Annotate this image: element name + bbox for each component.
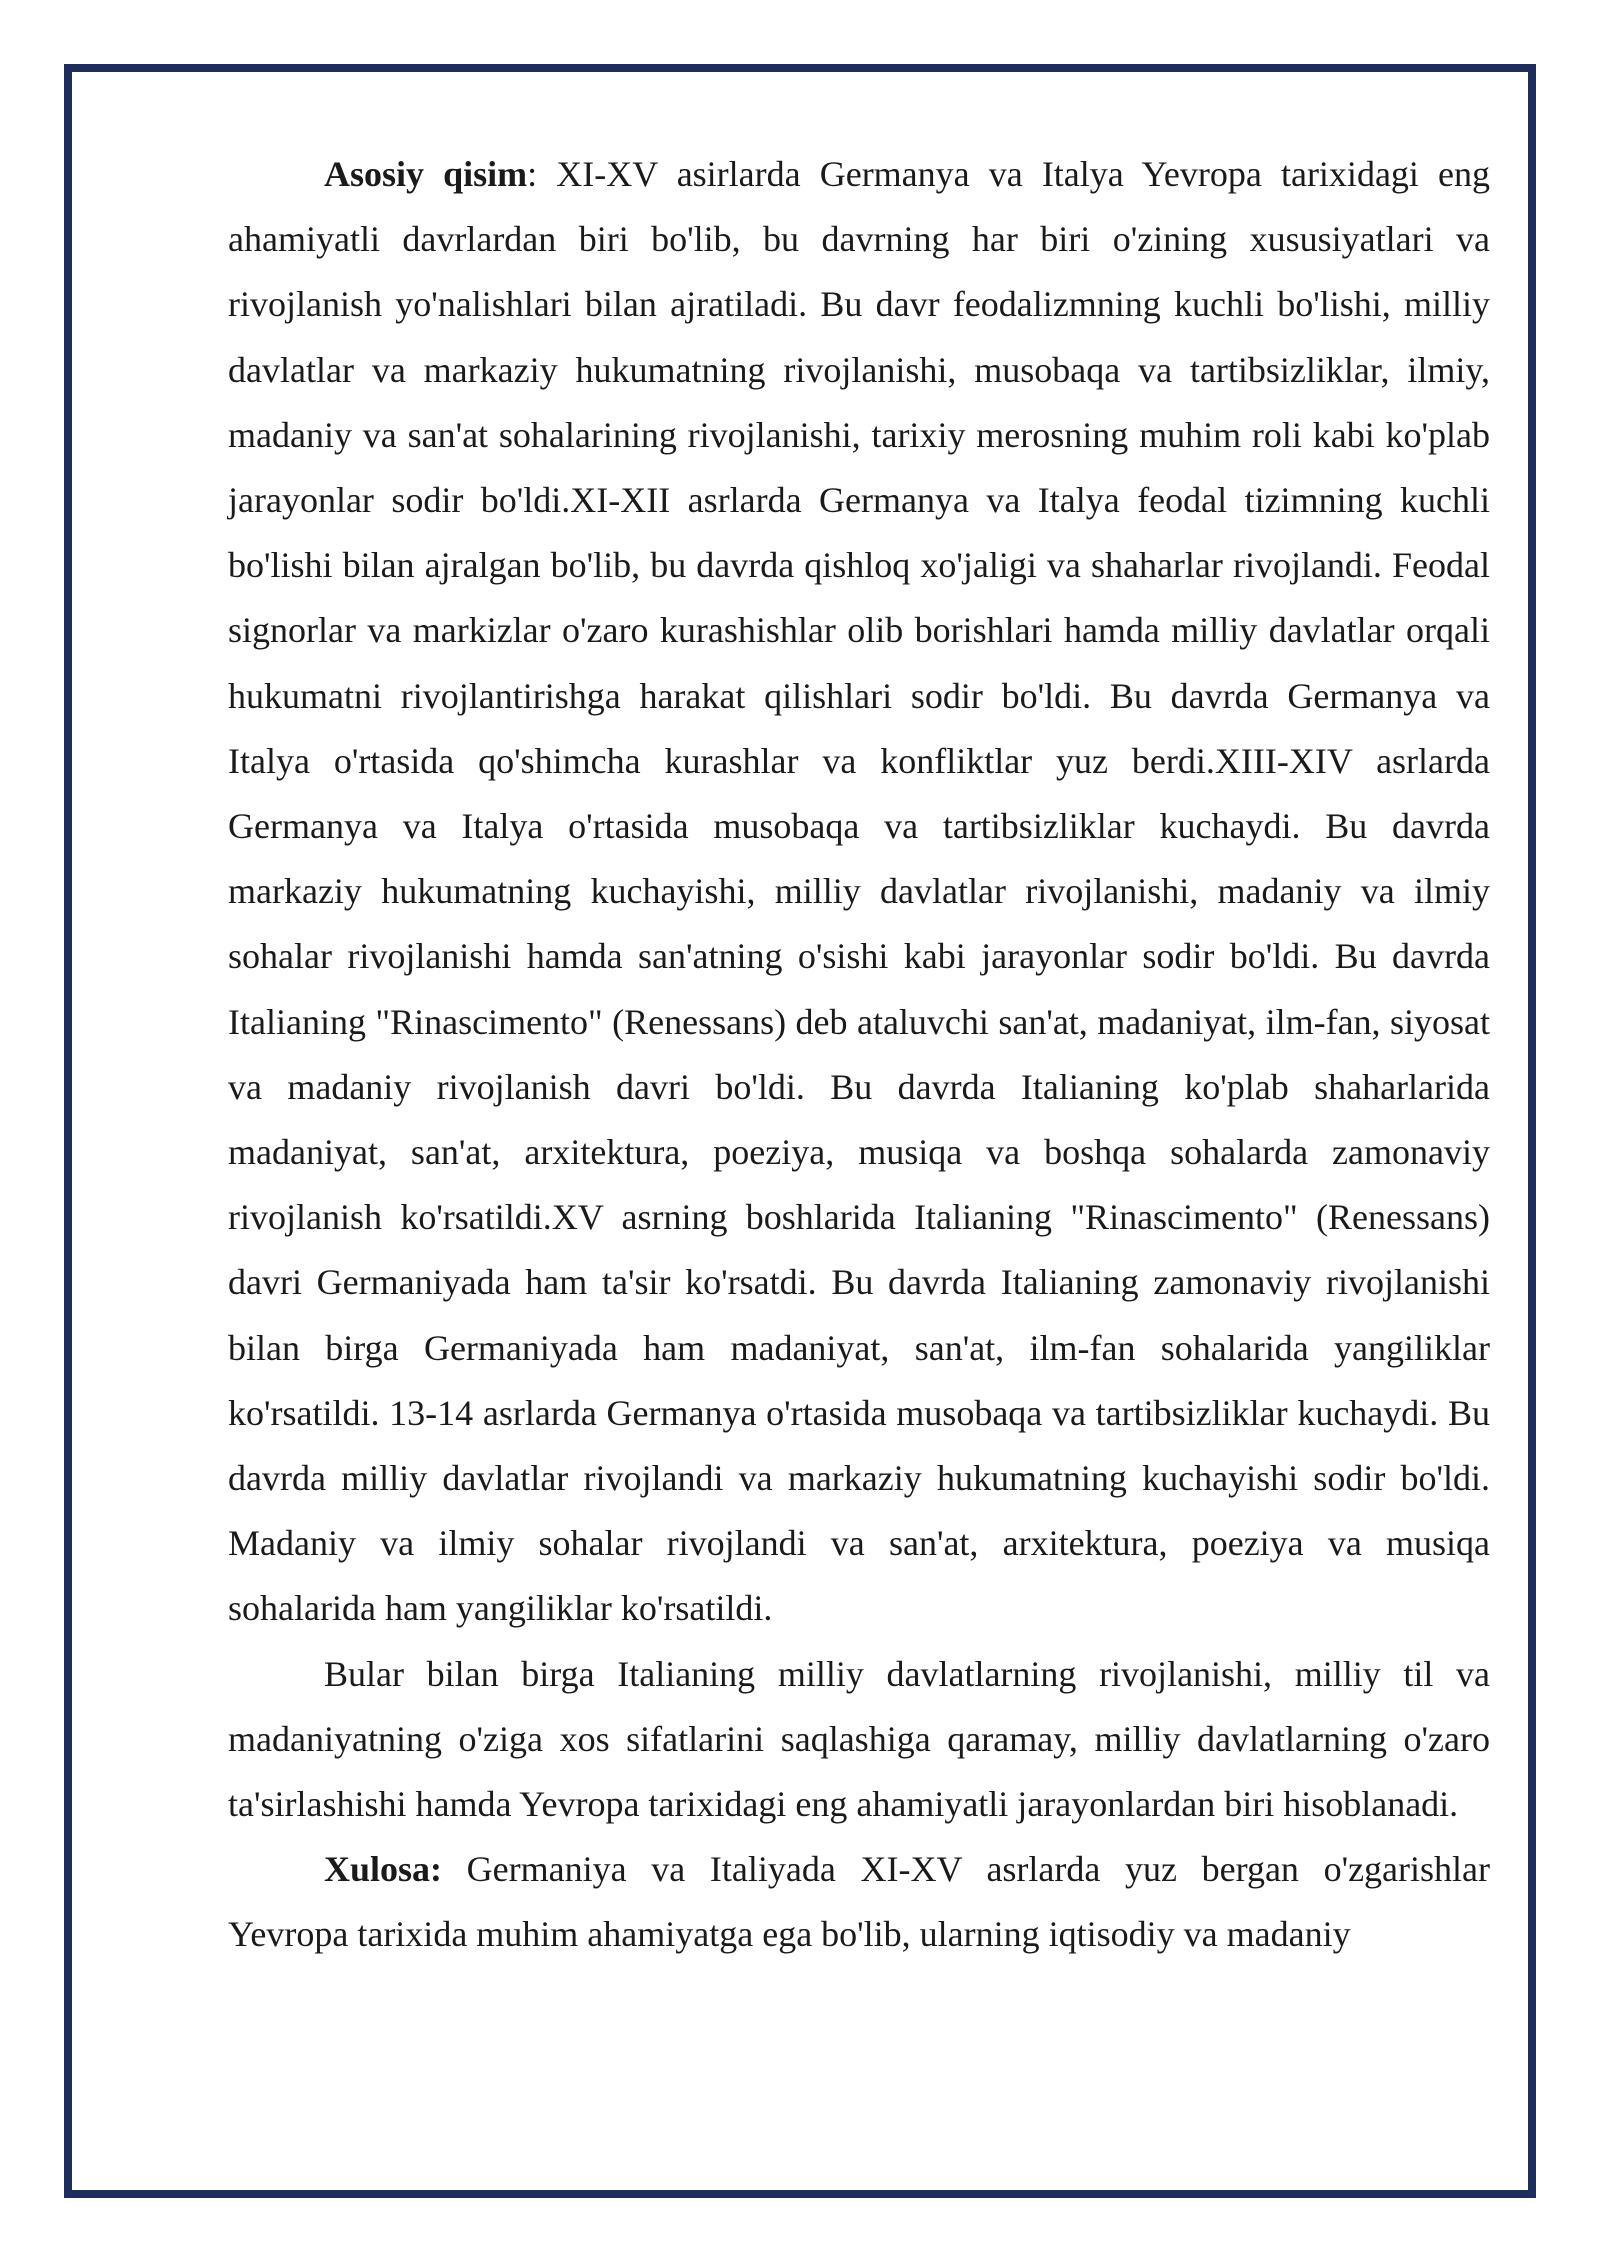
- paragraph-conclusion: [228, 1837, 1490, 1967]
- paragraph-second-text: Bular bilan birga Italianing milliy davlatlarning rivojlanishi, milliy til va madaniyatning o'ziga xos sifatlarini saqlashiga qaramay, milliy davlatlarning o'zaro ta'sirlashishi hamda Yevropa tarixidagi eng ahamiyatli jarayonlardan biri hisoblanadi.: [228, 1653, 1490, 1825]
- paragraph-conclusion-text: Germaniya va Italiyada XI-XV asrlarda yuz bergan o'zgarishlar Yevropa tarixida muhim ahamiyatga ega bo'lib, ularning iqtisodiy va madaniy: [228, 1849, 1490, 1955]
- heading-conclusion: Xulosa:: [324, 1849, 443, 1890]
- heading-main-part-colon: :: [527, 154, 538, 194]
- paragraph-main-part-text: XI-XV asirlarda Germanya va Italya Yevropa tarixidagi eng ahamiyatli davrlardan biri bo'lib, bu davrning har biri o'zining xususiyatlari va rivojlanish yo'nalishlari bilan ajratiladi. Bu davr feodalizmning kuchli bo'lishi, milliy davlatlar va markaziy hukumatning rivojlanishi, musobaqa va tartibsizliklar, ilmiy, madaniy va san'at sohalarining rivojlanishi, tarixiy merosning muhim roli kabi ko'plab jarayonlar sodir bo'ldi.XI-XII asrlarda Germanya va Italya feodal tizimning kuchli bo'lishi bilan ajralgan bo'lib, bu davrda qishloq xo'jaligi va shaharlar rivojlandi. Feodal signorlar va markizlar o'zaro kurashishlar olib borishlari hamda milliy davlatlar orqali hukumatni rivojlantirishga harakat qilishlari sodir bo'ldi. Bu davrda Germanya va Italya o'rtasida qo'shimcha kurashlar va konfliktlar yuz berdi.XIII-XIV asrlarda Germanya va Italya o'rtasida musobaqa va tartibsizliklar kuchaydi. Bu davrda markaziy hukumatning kuchayishi, milliy davlatlar rivojlanishi, madaniy va ilmiy sohalar rivojlanishi hamda san'atning o'sishi kabi jarayonlar sodir bo'ldi. Bu davrda Italianing "Rinascimento" (Renessans) deb ataluvchi san'at, madaniyat, ilm-fan, siyosat va madaniy rivojlanish davri bo'ldi. Bu davrda Italianing ko'plab shaharlarida madaniyat, san'at, arxitektura, poeziya, musiqa va boshqa sohalarda zamonaviy rivojlanish ko'rsatildi.XV asrning boshlarida Italianing "Rinascimento" (Renessans) davri Germaniyada ham ta'sir ko'rsatdi. Bu davrda Italianing zamonaviy rivojlanishi bilan birga Germaniyada ham madaniyat, san'at, ilm-fan sohalarida yangiliklar ko'rsatildi. 13-14 asrlarda Germanya o'rtasida musobaqa va tartibsizliklar kuchaydi. Bu davrda milliy davlatlar rivojlandi va markaziy hukumatning kuchayishi sodir bo'ldi. Madaniy va ilmiy sohalar rivojlandi va san'at, arxitektura, poeziya va musiqa sohalarida ham yangiliklar ko'rsatildi.: [228, 154, 1490, 1629]
- document-body: [228, 142, 1490, 1968]
- heading-main-part: Asosiy qisim: [324, 154, 528, 194]
- paragraph-second: [228, 1642, 1490, 1838]
- paragraph-main-part: [228, 142, 1490, 1642]
